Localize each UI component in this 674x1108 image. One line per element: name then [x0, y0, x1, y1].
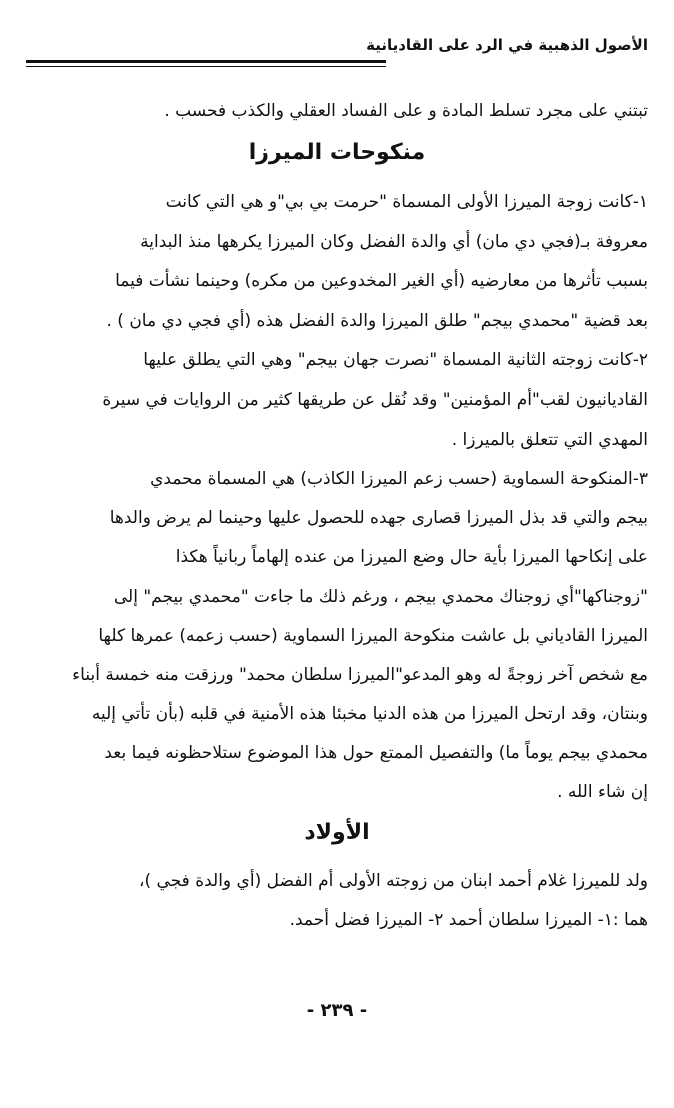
section-heading: منكوحات الميرزا: [248, 140, 426, 165]
text-line: معروفة بـ(فجي دي مان) أي والدة الفضل وكان الميرزا يكرهها منذ البداية: [140, 232, 648, 252]
text-line: بيجم والتي قد بذل الميرزا قصارى جهده للحصول عليها وحينما لم يرض والدها: [109, 508, 648, 528]
text-line: بسبب تأثرها من معارضيه (أي الغير المخدوعين من مكره) وحينما نشأت فيما: [115, 271, 648, 291]
header-rule-thin: [26, 66, 386, 67]
header-rule-thick: [26, 60, 386, 63]
text-line: ولد للميرزا غلام أحمد ابنان من زوجته الأولى أم الفضل (أي والدة فجي )،: [139, 871, 648, 891]
text-line: على إنكاحها الميرزا بأية حال وضع الميرزا من عنده إلهاماً ربانياً هكذا: [175, 547, 648, 567]
running-header: الأصول الذهبية في الرد على القاديانية: [366, 36, 648, 54]
text-line: الميرزا القادياني بل عاشت منكوحة الميرزا السماوية (حسب زعمه) عمرها كلها: [98, 626, 648, 646]
text-line: "زوجناكها"أي زوجناك محمدي بيجم ، ورغم ذلك ما جاءت "محمدي بيجم" إلى: [113, 587, 648, 607]
text-line: محمدي بيجم يوماً ما) والتفصيل الممتع حول هذا الموضوع ستلاحظونه فيما بعد: [104, 743, 648, 763]
text-line: هما :١- الميرزا سلطان أحمد ٢- الميرزا فضل أحمد.: [289, 910, 648, 930]
text-line: ٣-المنكوحة السماوية (حسب زعم الميرزا الكاذب) هي المسماة محمدي: [150, 469, 648, 489]
section-heading: الأولاد: [304, 820, 370, 845]
text-line: تبتني على مجرد تسلط المادة و على الفساد العقلي والكذب فحسب .: [164, 101, 648, 121]
text-line: ١-كانت زوجة الميرزا الأولى المسماة "حرمت بي بي"و هي التي كانت: [165, 192, 648, 212]
text-line: المهدي التي تتعلق بالميرزا .: [451, 430, 648, 450]
text-line: القاديانيون لقب"أم المؤمنين" وقد نُقل عن طريقها كثير من الروايات في سيرة: [102, 390, 648, 410]
text-line: وبنتان، وقد ارتحل الميرزا من هذه الدنيا مخبئا هذه الأمنية في قلبه (بأن تأتي إليه: [91, 704, 648, 724]
page-number: - ٢٣٩ -: [306, 1000, 368, 1021]
text-line: ٢-كانت زوجته الثانية المسماة "نصرت جهان بيجم" وهي التي يطلق عليها: [143, 350, 648, 370]
text-line: مع شخص آخر زوجةً له وهو المدعو"الميرزا سلطان محمد" ورزقت منه خمسة أبناء: [72, 665, 648, 685]
text-line: بعد قضية "محمدي بيجم" طلق الميرزا والدة الفضل هذه (أي فجي دي مان ) .: [106, 311, 648, 331]
text-line: إن شاء الله .: [557, 782, 648, 802]
